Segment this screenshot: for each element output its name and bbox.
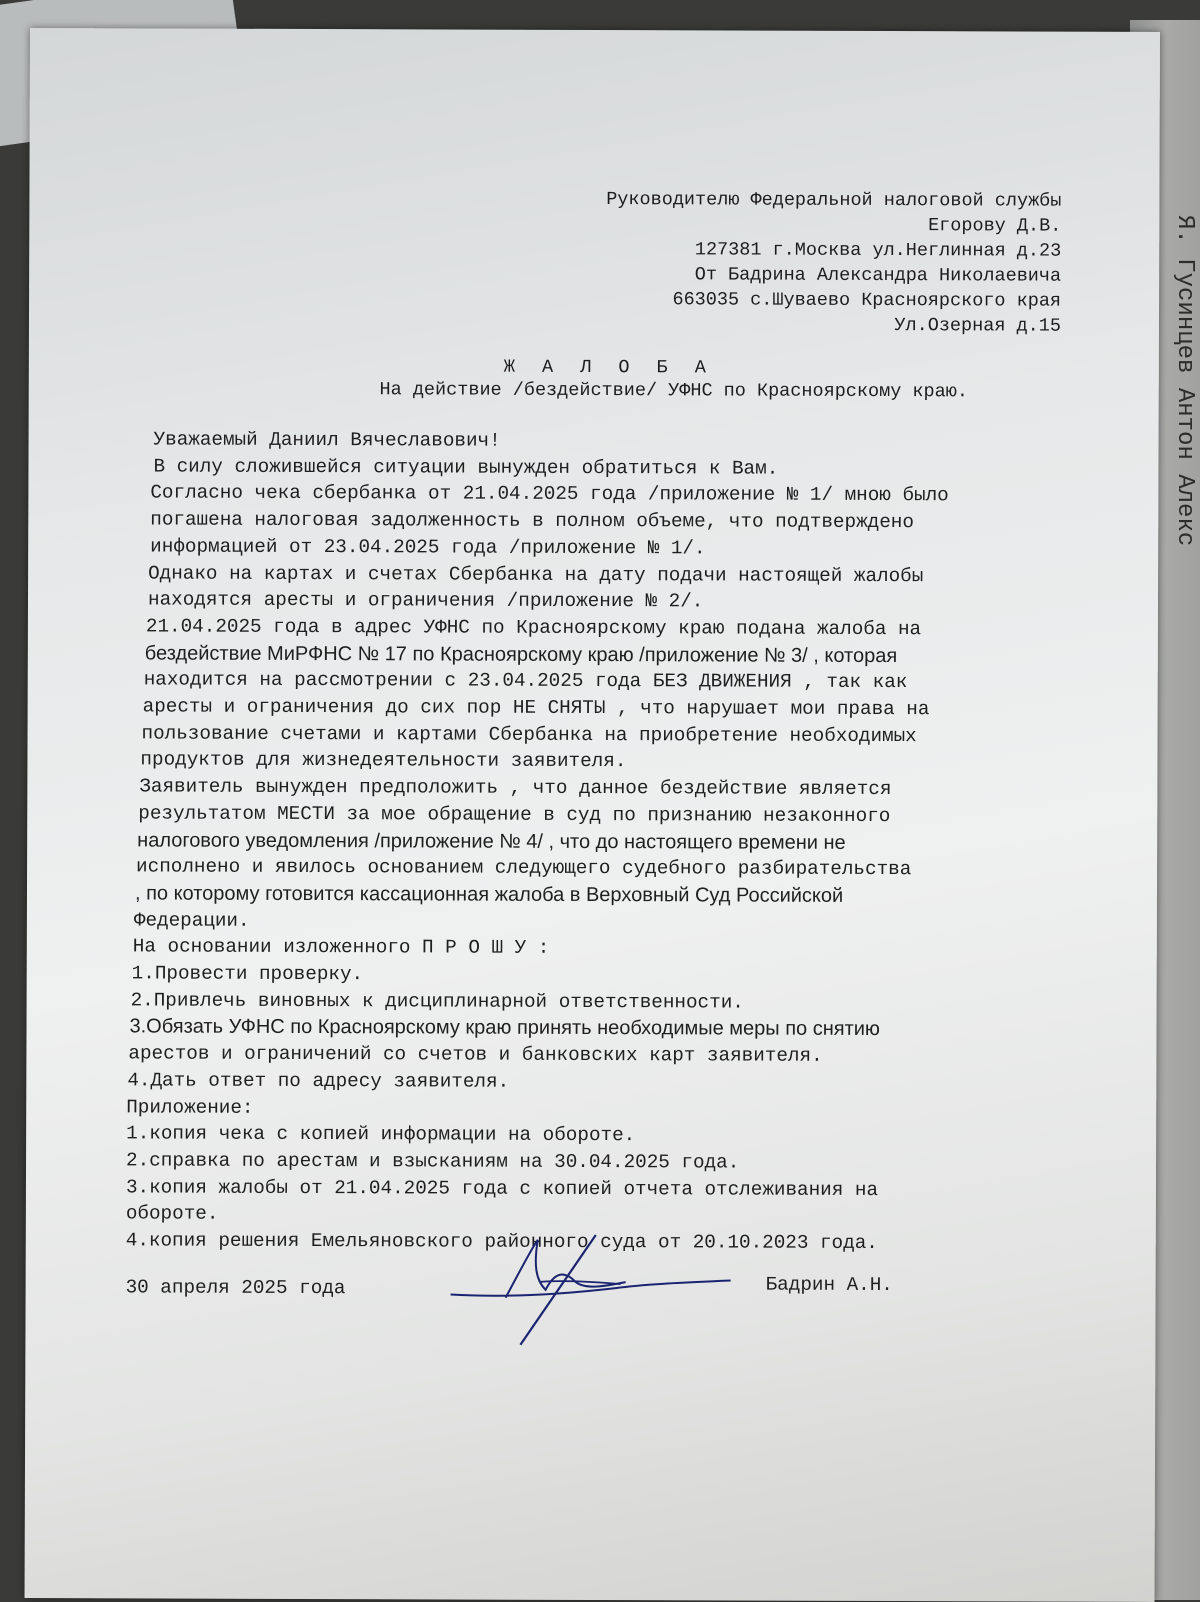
body-line: 4.копия решения Емельяновского районного суда от 20.10.2023 года.	[125, 1229, 878, 1255]
body-line: В силу сложившейся ситуации вынужден обратиться к Вам.	[153, 455, 779, 480]
letter-header	[441, 186, 1062, 338]
body-line: 3.Обязать УФНС по Красноярскому краю принять необходимые меры по снятию	[129, 1015, 881, 1041]
body-line: находится на рассмотрении с 23.04.2025 года БЕЗ ДВИЖЕНИЯ , так как	[143, 668, 908, 694]
recipient-title: Руководителю Федеральной налоговой службы	[606, 189, 1062, 212]
document-title: Ж А Л О Б А	[503, 356, 714, 379]
body-line: Согласно чека сбербанка от 21.04.2025 года /приложение № 1/ мною было	[150, 481, 949, 507]
body-line: налогового уведомления /приложение № 4/ , что до настоящего времени не	[137, 828, 846, 854]
body-line: Однако на картах и счетах Сбербанка на дату подачи настоящей жалобы	[148, 561, 924, 587]
signatory-name: Бадрин А.Н.	[765, 1273, 893, 1297]
document-subtitle: На действие /бездействие/ УФНС по Красноярскому краю.	[379, 379, 968, 403]
body-line: Приложение:	[126, 1095, 254, 1119]
body-line: На основании изложенного П Р О Ш У :	[132, 935, 550, 960]
body-line: информацией от 23.04.2025 года /приложение № 1/.	[150, 535, 706, 560]
body-line: погашена налоговая задолженность в полном объеме, что подтверждено	[150, 508, 914, 534]
body-line: 3.копия жалобы от 21.04.2025 года с копией отчета отслеживания на	[125, 1176, 879, 1201]
handwritten-signature	[445, 1209, 735, 1350]
body-line: обороте.	[125, 1202, 219, 1226]
body-line: находятся аресты и ограничения /приложение № 2/.	[147, 588, 704, 613]
adjacent-sheet-text: Я. Гусинцев Антон Алекс	[1171, 215, 1198, 547]
sender-name: От Бадрина Александра Николаевича	[694, 264, 1062, 287]
body-line: бездействие МиРФНС № 17 по Красноярскому краю /приложение № 3/ , которая	[144, 642, 898, 667]
body-line: 2.Привлечь виновных к дисциплинарной ответственности.	[130, 989, 744, 1014]
body-line: 1.копия чека с копией информации на обороте.	[126, 1122, 636, 1147]
sender-address-line2: Ул.Озерная д.15	[894, 315, 1062, 337]
body-line: Заявитель вынужден предположить , что данное бездействие является	[139, 775, 892, 801]
body-line: аресты и ограничения до сих пор НЕ СНЯТЫ , что нарушает мои права на	[142, 695, 930, 721]
body-line: , по которому готовится кассационная жалоба в Верховный Суд Российской	[134, 882, 844, 907]
body-line: 2.справка по арестам и взысканиям на 30.04.2025 года.	[126, 1149, 740, 1174]
signature-date: 30 апреля 2025 года	[125, 1276, 346, 1300]
letter-body	[126, 426, 1129, 1257]
body-line: Федерации.	[133, 909, 250, 932]
body-line: 1.Провести проверку.	[131, 962, 364, 986]
sender-address-line1: 663035 с.Шуваево Красноярского края	[672, 289, 1062, 312]
body-line: 4.Дать ответ по адресу заявителя.	[127, 1069, 510, 1093]
body-line: арестов и ограничений со счетов и банковских карт заявителя.	[128, 1042, 823, 1067]
body-line: исполнено и явилось основанием следующего судебного разбирательства	[136, 855, 912, 881]
body-line: 21.04.2025 года в адрес УФНС по Красноярскому краю подана жалоба на	[145, 615, 922, 641]
body-line: результатом МЕСТИ за мое обращение в суд по признанию незаконного	[138, 802, 891, 827]
recipient-address: 127381 г.Москва ул.Неглинная д.23	[694, 239, 1062, 262]
recipient-name: Егорову Д.В.	[928, 215, 1062, 237]
document-sheet	[25, 28, 1160, 1602]
body-line: продуктов для жизнедеятельности заявителя.	[140, 748, 627, 773]
body-line: пользование счетами и картами Сбербанка на приобретение необходимых	[141, 722, 917, 747]
body-line: Уважаемый Даниил Вячеславович!	[153, 428, 501, 452]
